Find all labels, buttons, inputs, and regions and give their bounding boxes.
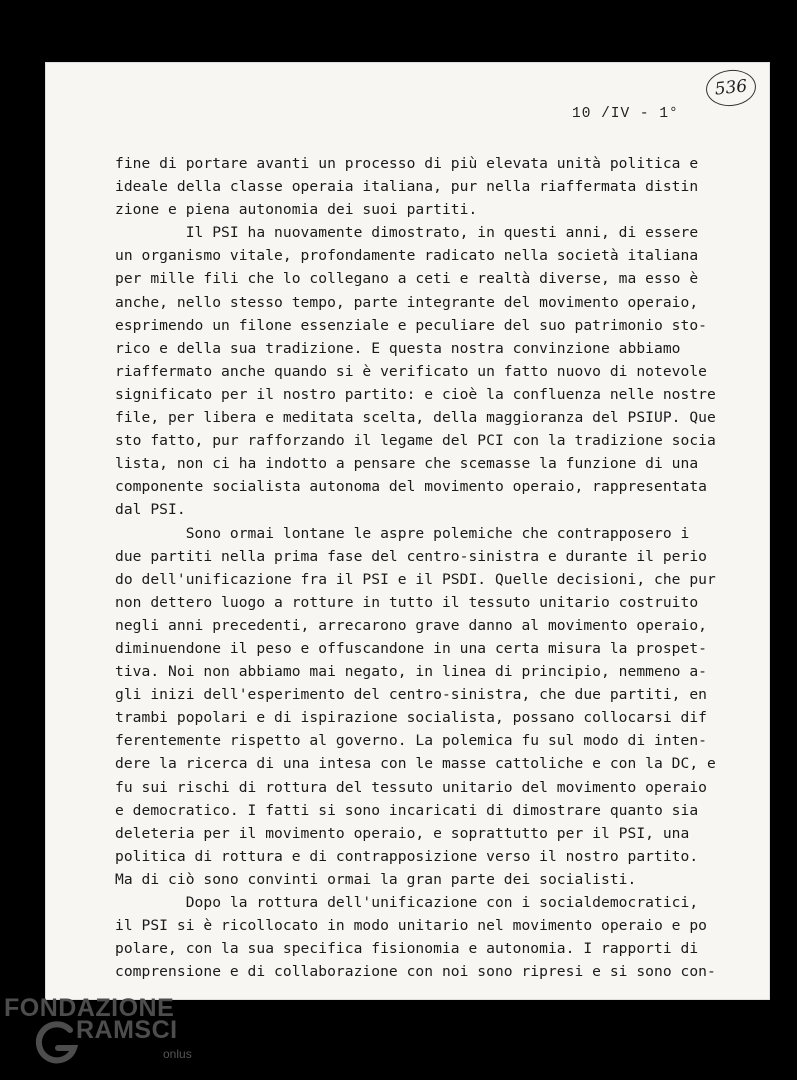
- text-line: non dettero luogo a rotture in tutto il tessuto unitario costruito: [115, 593, 699, 611]
- text-line: diminuendone il peso e offuscandone in una certa misura la prospet-: [115, 639, 708, 657]
- section-reference: 10 /IV - 1°: [572, 106, 679, 122]
- text-line: componente socialista autonoma del movimento operaio, rappresentata: [115, 478, 708, 496]
- text-line: esprimendo un filone essenziale e peculiare del suo patrimonio sto-: [115, 316, 708, 334]
- text-line: file, per libera e meditata scelta, della maggioranza del PSIUP. Que: [115, 409, 716, 427]
- text-line: lista, non ci ha indotto a pensare che scemasse la funzione di una: [115, 455, 699, 473]
- text-line: gli inizi dell'esperimento del centro-sinistra, che due partiti, en: [115, 686, 708, 704]
- text-line: Il PSI ha nuovamente dimostrato, in questi anni, di essere: [115, 224, 699, 242]
- text-line: Dopo la rottura dell'unificazione con i socialdemocratici,: [115, 894, 699, 911]
- text-line: il PSI si è ricollocato in modo unitario nel movimento operaio e po: [115, 917, 708, 935]
- text-line: dere la ricerca di una intesa con le masse cattoliche e con la DC, e: [115, 755, 716, 773]
- text-line: do dell'unificazione fra il PSI e il PSDI. Quelle decisioni, che pur: [115, 570, 716, 588]
- text-line: per mille fili che lo collegano a ceti e realtà diverse, ma esso è: [115, 270, 699, 288]
- text-line: Sono ormai lontane le aspre polemiche che contrapposero i: [115, 524, 690, 542]
- text-line: ferentemente rispetto al governo. La polemica fu sul modo di inten-: [115, 732, 708, 750]
- logo-g-icon: [32, 1018, 82, 1068]
- text-line: comprensione e di collaborazione con noi sono ripresi e si sono con-: [115, 963, 716, 981]
- logo-line1: FONDAZIONE: [4, 994, 175, 1022]
- text-line: Ma di ciò sono convinti ormai la gran parte dei socialisti.: [115, 870, 637, 888]
- text-line: trambi popolari e di ispirazione socialista, possano collocarsi dif: [115, 709, 708, 727]
- text-line: e democratico. I fatti si sono incaricati di dimostrare quanto sia: [115, 801, 699, 819]
- text-line: deleteria per il movimento operaio, e soprattutto per il PSI, una: [115, 824, 690, 842]
- fondazione-gramsci-logo: [4, 994, 204, 1074]
- text-line: due partiti nella prima fase del centro-sinistra e durante il perio: [115, 547, 708, 565]
- text-line: tiva. Noi non abbiamo mai negato, in linea di principio, nemmeno a-: [115, 663, 708, 681]
- text-line: un organismo vitale, profondamente radicato nella società italiana: [115, 247, 699, 265]
- body-text: [115, 152, 745, 983]
- text-line: polare, con la sua specifica fisionomia e autonomia. I rapporti di: [115, 940, 699, 958]
- text-line: fu sui rischi di rottura del tessuto unitario del movimento operaio: [115, 778, 708, 796]
- text-line: significato per il nostro partito: e cioè la confluenza nelle nostre: [115, 385, 716, 403]
- text-line: zione e piena autonomia dei suoi partiti.: [115, 201, 478, 219]
- text-line: negli anni precedenti, arrecarono grave danno al movimento operaio,: [115, 616, 708, 634]
- logo-line2: RAMSCI: [76, 1016, 178, 1044]
- text-line: rico e della sua tradizione. E questa nostra convinzione abbiamo: [115, 339, 681, 357]
- text-line: fine di portare avanti un processo di più elevata unità politica e: [115, 155, 699, 172]
- text-line: ideale della classe operaia italiana, pur nella riaffermata distin: [115, 178, 699, 196]
- text-line: riaffermato anche quando si è verificato un fatto nuovo di notevole: [115, 362, 708, 380]
- text-line: anche, nello stesso tempo, parte integrante del movimento operaio,: [115, 293, 699, 311]
- page-number-stamp: 536: [704, 67, 757, 108]
- text-line: politica di rottura e di contrapposizione verso il nostro partito.: [115, 847, 699, 865]
- text-line: sto fatto, pur rafforzando il legame del PCI con la tradizione socia: [115, 432, 716, 450]
- logo-onlus: onlus: [163, 1047, 192, 1061]
- text-line: dal PSI.: [115, 501, 186, 519]
